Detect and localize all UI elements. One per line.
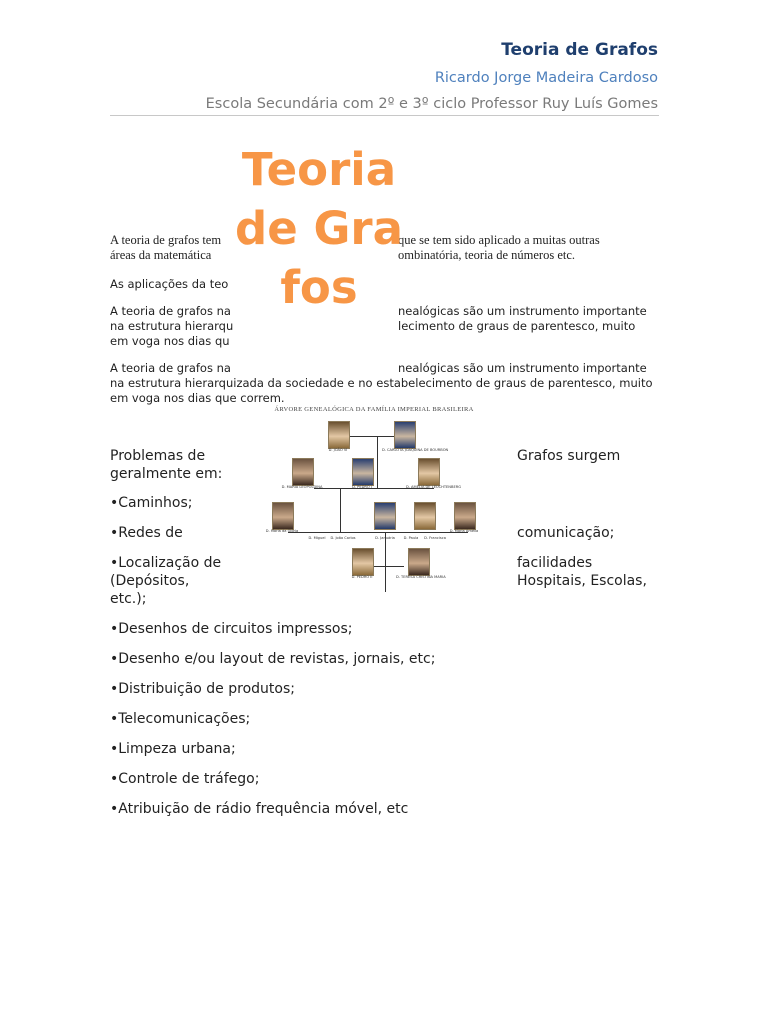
- portrait-label: D. Maria da Glória: [265, 529, 299, 533]
- figure-caption: ÁRVORE GENEALÓGICA DA FAMÍLIA IMPERIAL BRASILEIRA: [274, 406, 474, 413]
- list-item-redes: •Redes de: [110, 525, 183, 541]
- list-item-depositos-tail: Hospitais, Escolas,: [517, 573, 647, 589]
- portrait-label: D. PEDRO II: [351, 575, 373, 579]
- portrait: [414, 502, 436, 530]
- portrait: [328, 421, 350, 449]
- portrait-label: D. MARIA LEOPOLDINA: [281, 485, 323, 489]
- portrait-label: D. CARLOTA JOAQUINA DE BOURBON: [382, 448, 449, 452]
- portrait: [352, 548, 374, 576]
- tree-line: [288, 532, 468, 533]
- p3-line1-left: A teoria de grafos na: [110, 304, 231, 318]
- list-item-redes-tail: comunicação;: [517, 525, 615, 541]
- p1-line2-right: ombinatória, teoria de números etc.: [398, 248, 576, 262]
- tree-line: [377, 436, 378, 488]
- tree-line: [340, 488, 341, 532]
- portrait-label: D. Miguel: [308, 536, 326, 540]
- portrait: [292, 458, 314, 486]
- problems-intro-line2: geralmente em:: [110, 466, 223, 482]
- problems-intro-right: Grafos surgem: [517, 448, 621, 464]
- p3-line1-right: nealógicas são um instrumento importante: [398, 304, 647, 318]
- list-item-etc: etc.);: [110, 591, 147, 607]
- problems-intro-left: Problemas de: [110, 448, 206, 464]
- portrait: [408, 548, 430, 576]
- list-item-circuitos: •Desenhos de circuitos impressos;: [110, 621, 353, 637]
- list-item-telecom: •Telecomunicações;: [110, 711, 251, 727]
- list-item-caminhos: •Caminhos;: [110, 495, 193, 511]
- portrait: [394, 421, 416, 449]
- p3-line2-left: na estrutura hierarqu: [110, 319, 234, 333]
- p1-line1-right: que se tem sido aplicado a muitas outras: [398, 233, 600, 247]
- list-item-localizacao: •Localização de: [110, 555, 222, 571]
- portrait: [374, 502, 396, 530]
- header-school: Escola Secundária com 2º e 3º ciclo Professor Ruy Luís Gomes: [205, 96, 658, 112]
- portrait-label: D. João Carlos: [330, 536, 356, 540]
- p1-line2-left: áreas da matemática: [110, 248, 212, 262]
- portrait: [418, 458, 440, 486]
- list-item-radio: •Atribuição de rádio frequência móvel, etc: [110, 801, 409, 817]
- portrait-label: D. JOÃO VI: [328, 448, 348, 452]
- p1-line1-left: A teoria de grafos tem: [110, 233, 222, 247]
- list-item-depositos: (Depósitos,: [110, 573, 190, 589]
- p4-line2: na estrutura hierarquizada da sociedade e no estabelecimento de graus de parentesco, muito: [110, 376, 653, 390]
- list-item-limpeza: •Limpeza urbana;: [110, 741, 236, 757]
- portrait-label: D. PEDRO I: [352, 485, 372, 489]
- portrait-label: D. Francisca: [424, 536, 446, 540]
- list-item-localizacao-tail: facilidades: [517, 555, 593, 571]
- p3-line3-left: em voga nos dias qu: [110, 334, 230, 348]
- big-title: Teoria de Grafos: [235, 143, 403, 314]
- portrait-label: D. TERESA CRISTINA MARIA: [396, 575, 446, 579]
- header-divider: [110, 115, 659, 116]
- p3-line2-right: lecimento de graus de parentesco, muito: [398, 319, 636, 333]
- p4-line1-left: A teoria de grafos na: [110, 361, 231, 375]
- list-item-distribuicao: •Distribuição de produtos;: [110, 681, 295, 697]
- header-title: Teoria de Grafos: [501, 40, 658, 60]
- portrait-label: D. Januária: [375, 536, 395, 540]
- portrait-label: D. Maria Amélia: [449, 529, 479, 533]
- portrait: [454, 502, 476, 530]
- p4-line3: em voga nos dias que correm.: [110, 391, 285, 405]
- portrait: [352, 458, 374, 486]
- tree-line: [385, 532, 386, 592]
- portrait-label: D. Paula: [403, 536, 419, 540]
- tree-line: [370, 566, 404, 567]
- family-tree-figure: [262, 406, 486, 592]
- p2-left: As aplicações da teo: [110, 277, 229, 291]
- list-item-trafego: •Controle de tráfego;: [110, 771, 260, 787]
- list-item-layout: •Desenho e/ou layout de revistas, jornais, etc;: [110, 651, 436, 667]
- p4-line1-right: nealógicas são um instrumento importante: [398, 361, 647, 375]
- header-author: Ricardo Jorge Madeira Cardoso: [434, 70, 658, 86]
- portrait: [272, 502, 294, 530]
- portrait-label: D. AMÉLIA DE LEUCHTENBERG: [406, 485, 462, 489]
